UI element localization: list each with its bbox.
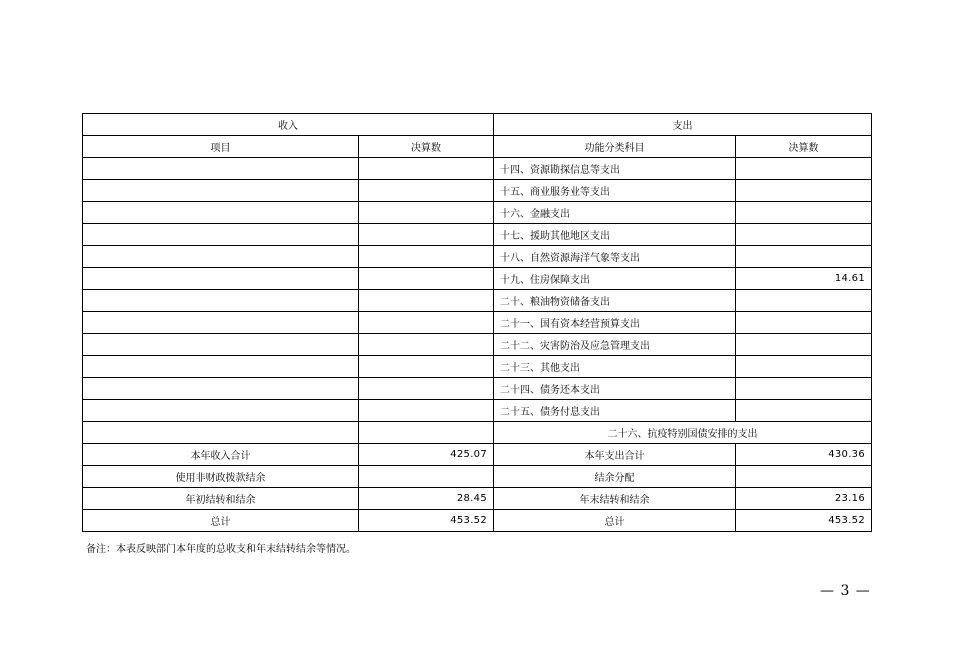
expense-value-cell <box>736 180 872 202</box>
final-amount-header-left: 决算数 <box>359 136 494 158</box>
expense-label-cell: 二十、粮油物资储备支出 <box>494 290 736 312</box>
expense-label-cell: 十五、商业服务业等支出 <box>494 180 736 202</box>
expense-label-cell: 十八、自然资源海洋气象等支出 <box>494 246 736 268</box>
header-row-1 <box>83 114 872 136</box>
income-summary-label: 使用非财政拨款结余 <box>83 466 359 488</box>
expense-label-cell: 十九、住房保障支出 <box>494 268 736 290</box>
income-label-cell <box>83 400 359 422</box>
page-number: — 3 — <box>820 583 871 599</box>
expense-label-cell: 十七、援助其他地区支出 <box>494 224 736 246</box>
table-row <box>83 422 872 444</box>
income-label-cell <box>83 334 359 356</box>
income-value-cell <box>359 378 494 400</box>
expense-value-cell <box>736 290 872 312</box>
income-value-cell <box>359 312 494 334</box>
income-label-cell <box>83 246 359 268</box>
expense-label-cell: 二十六、抗疫特别国债安排的支出 <box>494 422 872 444</box>
expense-label-cell: 十六、金融支出 <box>494 202 736 224</box>
table-row <box>83 224 872 246</box>
expense-value-cell <box>736 224 872 246</box>
income-summary-label: 年初结转和结余 <box>83 488 359 510</box>
income-summary-value: 425.07 <box>359 444 494 466</box>
expense-value-cell <box>736 158 872 180</box>
expense-header: 支出 <box>494 114 872 136</box>
summary-row-non-fiscal-balance <box>83 466 872 488</box>
income-value-cell <box>359 246 494 268</box>
summary-row-current-year-total <box>83 444 872 466</box>
table-row <box>83 290 872 312</box>
table-note: 备注：本表反映部门本年度的总收支和年末结转结余等情况。 <box>86 544 356 555</box>
item-header: 项目 <box>83 136 359 158</box>
expense-value-cell <box>736 312 872 334</box>
expense-value-cell <box>736 334 872 356</box>
table-row <box>83 180 872 202</box>
income-value-cell <box>359 400 494 422</box>
income-value-cell <box>359 202 494 224</box>
income-header: 收入 <box>83 114 494 136</box>
expense-label-cell: 二十五、债务付息支出 <box>494 400 736 422</box>
income-label-cell <box>83 202 359 224</box>
expense-summary-label: 本年支出合计 <box>494 444 736 466</box>
income-value-cell <box>359 268 494 290</box>
income-value-cell <box>359 422 494 444</box>
final-amount-header-right: 决算数 <box>736 136 872 158</box>
header-row-2 <box>83 136 872 158</box>
expense-label-cell: 二十二、灾害防治及应急管理支出 <box>494 334 736 356</box>
table-row <box>83 158 872 180</box>
income-label-cell <box>83 312 359 334</box>
income-value-cell <box>359 180 494 202</box>
income-label-cell <box>83 158 359 180</box>
income-value-cell <box>359 290 494 312</box>
table-row <box>83 312 872 334</box>
income-label-cell <box>83 422 359 444</box>
expense-summary-value: 453.52 <box>736 510 872 532</box>
table-row <box>83 356 872 378</box>
table-row <box>83 268 872 290</box>
income-label-cell <box>83 378 359 400</box>
income-summary-label: 总计 <box>83 510 359 532</box>
expense-value-cell: 14.61 <box>736 268 872 290</box>
table-row <box>83 246 872 268</box>
expense-summary-value <box>736 466 872 488</box>
income-value-cell <box>359 356 494 378</box>
income-label-cell <box>83 290 359 312</box>
income-value-cell <box>359 334 494 356</box>
income-value-cell <box>359 224 494 246</box>
table-row <box>83 202 872 224</box>
expense-summary-label: 总计 <box>494 510 736 532</box>
income-label-cell <box>83 224 359 246</box>
expense-value-cell <box>736 202 872 224</box>
table-row <box>83 334 872 356</box>
expense-value-cell <box>736 356 872 378</box>
table-row <box>83 378 872 400</box>
income-summary-value: 28.45 <box>359 488 494 510</box>
summary-row-carryover <box>83 488 872 510</box>
expense-summary-value: 430.36 <box>736 444 872 466</box>
income-label-cell <box>83 180 359 202</box>
expense-summary-value: 23.16 <box>736 488 872 510</box>
expense-label-cell: 二十三、其他支出 <box>494 356 736 378</box>
income-value-cell <box>359 158 494 180</box>
expense-summary-label: 年末结转和结余 <box>494 488 736 510</box>
income-summary-label: 本年收入合计 <box>83 444 359 466</box>
expense-label-cell: 十四、资源勘探信息等支出 <box>494 158 736 180</box>
summary-row-grand-total <box>83 510 872 532</box>
income-summary-value <box>359 466 494 488</box>
expense-value-cell <box>736 378 872 400</box>
income-label-cell <box>83 356 359 378</box>
expense-summary-label: 结余分配 <box>494 466 736 488</box>
expense-label-cell: 二十一、国有资本经营预算支出 <box>494 312 736 334</box>
budget-table <box>82 113 872 532</box>
income-summary-value: 453.52 <box>359 510 494 532</box>
function-category-header: 功能分类科目 <box>494 136 736 158</box>
income-label-cell <box>83 268 359 290</box>
expense-value-cell <box>736 246 872 268</box>
expense-label-cell: 二十四、债务还本支出 <box>494 378 736 400</box>
expense-value-cell <box>736 400 872 422</box>
table-row <box>83 400 872 422</box>
